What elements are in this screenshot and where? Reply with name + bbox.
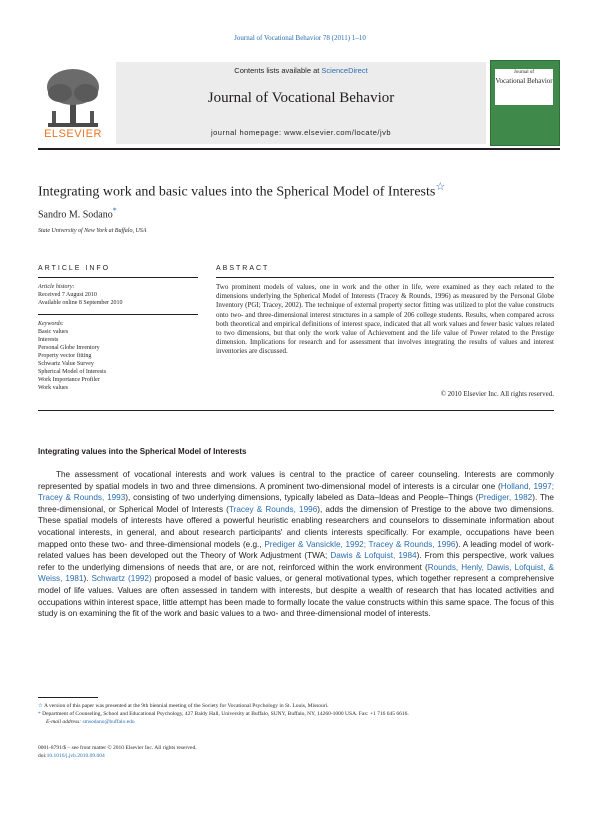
citation-link[interactable]: Prediger, 1982: [478, 493, 533, 503]
keywords-list: [38, 320, 198, 392]
journal-title: Journal of Vocational Behavior: [207, 90, 395, 106]
author-name: [38, 206, 117, 220]
doi-line: [38, 752, 197, 760]
history-rule: [38, 314, 198, 315]
email-line: [38, 718, 554, 726]
journal-cover-thumbnail: [490, 60, 560, 146]
contents-prefix: Contents lists available at: [234, 66, 322, 75]
issn-doi: [38, 744, 197, 760]
abstract-text: Two prominent models of values, one in work and the other in life, were examined as they each related to the dimensions underlying the Spherical Model of Interests (Tracey & Rounds, 1996) as measured by the Personal Globe Inventory (PGI; Tracey, 2002). The technique of external property sector fitting was utilized to plot the value constructs onto two- and three-dimensional interest structures in a sample of 206 college students. Results, when compared across both theoretical and empirical definitions of interest space, indicated that all work values and fewer basic values related to two dimensions, but that only the work value of Achievement and the life value of Power related to the Prestige dimension. Implications for research and for assessment that involves integrating the results of values and interest inventories are discussed.: [216, 283, 554, 356]
contents-line: [116, 66, 486, 75]
text-run: ), adds the dimension of Prestige to the above two dimensions. These spatial models of interests have offered a powerful heuristic enabling researchers and counselors to disseminate information about vocational interests, in general, and about research participants' and clients interests specifically. For example, occupations have been mapped onto these two- and three-dimensional models (e.g.,: [38, 504, 555, 549]
abstract-rule: [216, 277, 554, 278]
citation-link[interactable]: Schwartz (1992): [91, 574, 152, 584]
cover-small-text: Journal of: [513, 70, 535, 75]
text-run: ). From this perspective, work values refer to the underlying dimensions of needs that are, or are not, reinforced within the work environment (: [38, 551, 554, 572]
text-run: The assessment of vocational interests and work values is central to the practice of career counseling. Interests are commonly represented by spatial models in two and three dimensions. A prominent two-dimensional model of interests is a circular one (: [38, 470, 554, 491]
abstract-bottom-rule: [38, 410, 554, 411]
text-run: ). A leading model of work-related values has been developed out the Theory of Work Adjustment (TWA;: [38, 539, 555, 561]
footnote-star-icon: ☆: [38, 703, 43, 709]
keyword-item: Personal Globe Inventory: [38, 345, 100, 351]
footnote-text: A version of this paper was presented at the 9th biennial meeting of the Society for Vocational Psychology in St. Louis, Missouri.: [44, 703, 329, 709]
cover-title: Vocational Behavior: [495, 77, 553, 85]
author-footnote-mark[interactable]: *: [112, 206, 117, 215]
abstract-heading: ABSTRACT: [216, 265, 270, 272]
text-run: ).: [83, 574, 92, 584]
cover-strip: [491, 63, 559, 68]
author-text: Sandro M. Sodano: [38, 209, 113, 221]
paragraph-1: [38, 469, 554, 620]
email-link[interactable]: smsodano@buffalo.edu: [82, 719, 135, 725]
citation-link[interactable]: Tracey & Rounds, 1996: [228, 504, 318, 514]
body-paragraph: [38, 469, 554, 620]
keywords-label: Keywords:: [38, 321, 64, 327]
footnotes: [38, 702, 554, 726]
elsevier-tree-logo: [40, 62, 106, 136]
footnote-1: [38, 702, 554, 710]
cover-label: [495, 69, 553, 105]
footnote-asterisk: *: [38, 711, 41, 717]
author-affiliation: State University of New York at Buffalo, USA: [38, 228, 147, 234]
keyword-item: Spherical Model of Interests: [38, 369, 107, 375]
keyword-item: Work values: [38, 385, 69, 391]
keyword-item: Property vector fitting: [38, 353, 92, 359]
citation-link[interactable]: Rounds, Henly, Dawis, Lofquist, & Weiss, 1981: [38, 562, 555, 584]
issn-line: 0001-8791/$ – see front matter © 2010 Elsevier Inc. All rights reserved.: [38, 745, 197, 751]
history-label: Article history:: [38, 284, 75, 290]
title-footnote-star-icon[interactable]: ☆: [435, 181, 446, 193]
text-run: ), consisting of two underlying dimensions, typically labeled as Data–Ideas and People–Things (: [125, 493, 479, 503]
abstract-copyright: © 2010 Elsevier Inc. All rights reserved.: [440, 390, 554, 398]
received-date: Received 7 August 2010: [38, 292, 97, 298]
citation-link[interactable]: Dawis & Lofquist, 1984: [330, 551, 417, 561]
journal-homepage[interactable]: journal homepage: www.elsevier.com/locate/jvb: [210, 128, 392, 137]
keyword-item: Interests: [38, 337, 59, 343]
email-label: E-mail address:: [46, 719, 83, 725]
footnote-text: Department of Counseling, School and Educational Psychology, 427 Baldy Hall, University at Buffalo, SUNY, Buffalo, NY, 14260-1000 USA. Fax: +1 716 645 6616.: [42, 711, 409, 717]
elsevier-wordmark: ELSEVIER: [44, 128, 102, 140]
article-title-text: Integrating work and basic values into the Spherical Model of Interests: [38, 184, 436, 200]
available-date: Available online 8 September 2010: [38, 300, 123, 306]
article-history: [38, 283, 198, 307]
text-run: ). The three-dimensional, or Spherical Model of Interests (: [38, 493, 554, 514]
article-info-heading: ARTICLE INFO: [38, 265, 111, 272]
section-heading: Integrating values into the Spherical Model of Interests: [38, 447, 247, 456]
doi-link[interactable]: 10.1016/j.jvb.2010.09.004: [46, 753, 105, 759]
keyword-item: Basic values: [38, 329, 69, 335]
sciencedirect-link[interactable]: ScienceDirect: [321, 66, 368, 75]
text-run: proposed a model of basic values, or general motivational types, which together represent a comprehensive model of life values. Values are often assessed in tandem with interests, but despite a wealth of research that has located activities and occupations within interest space, little attempt has been made to formally locate the value constructs within this same space. The focus of this study is on examining the fit of the work and basic values to a two- and three-dimensional model of interests.: [38, 574, 555, 619]
keyword-item: Work Importance Profiler: [38, 377, 100, 383]
footnote-rule: [38, 697, 98, 698]
citation-link[interactable]: Prediger & Vansickle, 1992; Tracey & Rounds, 1996: [264, 539, 456, 549]
article-info-rule: [38, 277, 198, 278]
footnote-2: [38, 710, 554, 718]
doi-label: doi:: [38, 753, 47, 759]
keyword-item: Schwartz Value Survey: [38, 361, 94, 367]
article-title: [38, 180, 445, 201]
citation-link[interactable]: Holland, 1997; Tracey & Rounds, 1993: [38, 481, 554, 503]
journal-reference[interactable]: Journal of Vocational Behavior 78 (2011) 1–10: [234, 34, 366, 42]
